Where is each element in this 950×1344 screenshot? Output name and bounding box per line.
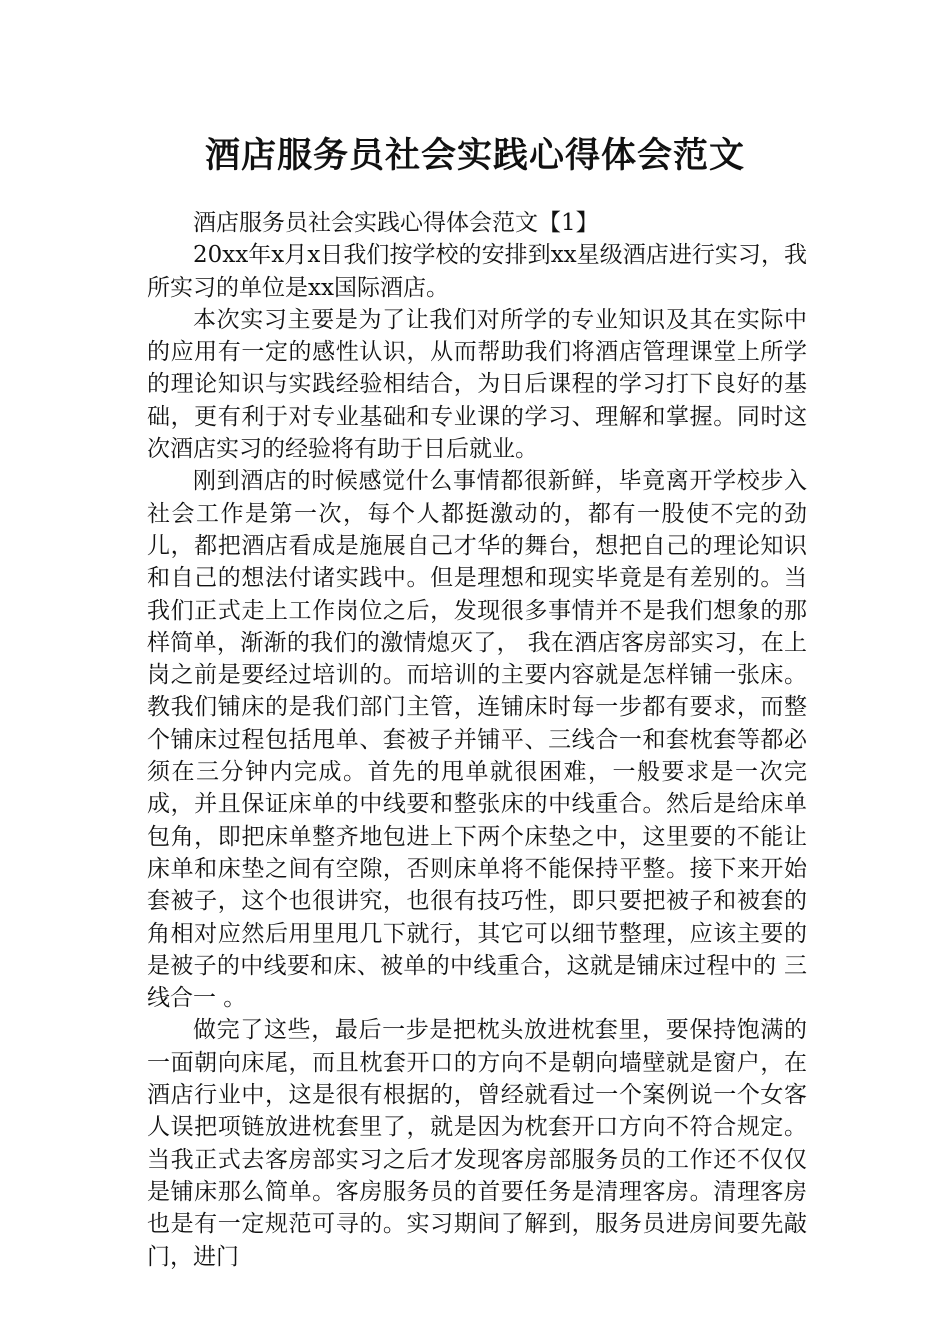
- paragraph-intro: 20xx年x月x日我们按学校的安排到xx星级酒店进行实习，我所实习的单位是xx国际酒店。: [147, 242, 807, 301]
- paragraph-subtitle: 酒店服务员社会实践心得体会范文【1】: [193, 210, 599, 236]
- document-title: 酒店服务员社会实践心得体会范文: [204, 135, 745, 176]
- paragraph-purpose: 本次实习主要是为了让我们对所学的专业知识及其在实际中的应用有一定的感性认识，从而帮助我们将酒店管理课堂上所学的理论知识与实践经验相结合，为日后课程的学习打下良好的基础，更有利于对专业基础和专业课的学习、理解和掌握。同时这次酒店实习的经验将有助于日后就业。: [147, 306, 807, 463]
- document-body: [147, 207, 807, 1273]
- paragraph-training: 刚到酒店的时候感觉什么事情都很新鲜，毕竟离开学校步入社会工作是第一次，每个人都挺激动的，都有一股使不完的劲儿，都把酒店看成是施展自己才华的舞台，想把自己的理论知识和自己的想法付诸实践中。但是理想和现实毕竟是有差别的。当我们正式走上工作岗位之后，发现很多事情并不是我们想象的那样简单，渐渐的我们的激情熄灭了， 我在酒店客房部实习，在上岗之前是要经过培训的。而培训的主要内容就是怎样铺一张床。教我们铺床的是我们部门主管，连铺床时每一步都有要求，而整个铺床过程包括甩单、套被子并铺平、三线合一和套枕套等都必须在三分钟内完成。首先的甩单就很困难，一般要求是一次完成，并且保证床单的中线要和整张床的中线重合。然后是给床单包角，即把床单整齐地包进上下两个床垫之中，这里要的不能让床单和床垫之间有空隙，否则床单将不能保持平整。接下来开始套被子，这个也很讲究，也很有技巧性，即只要把被子和被套的角相对应然后用里甩几下就行，其它可以细节整理，应该主要的是被子的中线要和床、被单的中线重合，这就是铺床过程中的 三线合一 。: [147, 468, 807, 1012]
- paragraph-pillow: 做完了这些，最后一步是把枕头放进枕套里，要保持饱满的一面朝向床尾，而且枕套开口的方向不是朝向墙壁就是窗户，在酒店行业中，这是很有根据的，曾经就看过一个案例说一个女客人误把项链放进枕套里了，就是因为枕套开口方向不符合规定。当我正式去客房部实习之后才发现客房部服务员的工作还不仅仅是铺床那么简单。客房服务员的首要任务是清理客房。清理客房也是有一定规范可寻的。实习期间了解到，服务员进房间要先敲门，进门: [147, 1017, 807, 1270]
